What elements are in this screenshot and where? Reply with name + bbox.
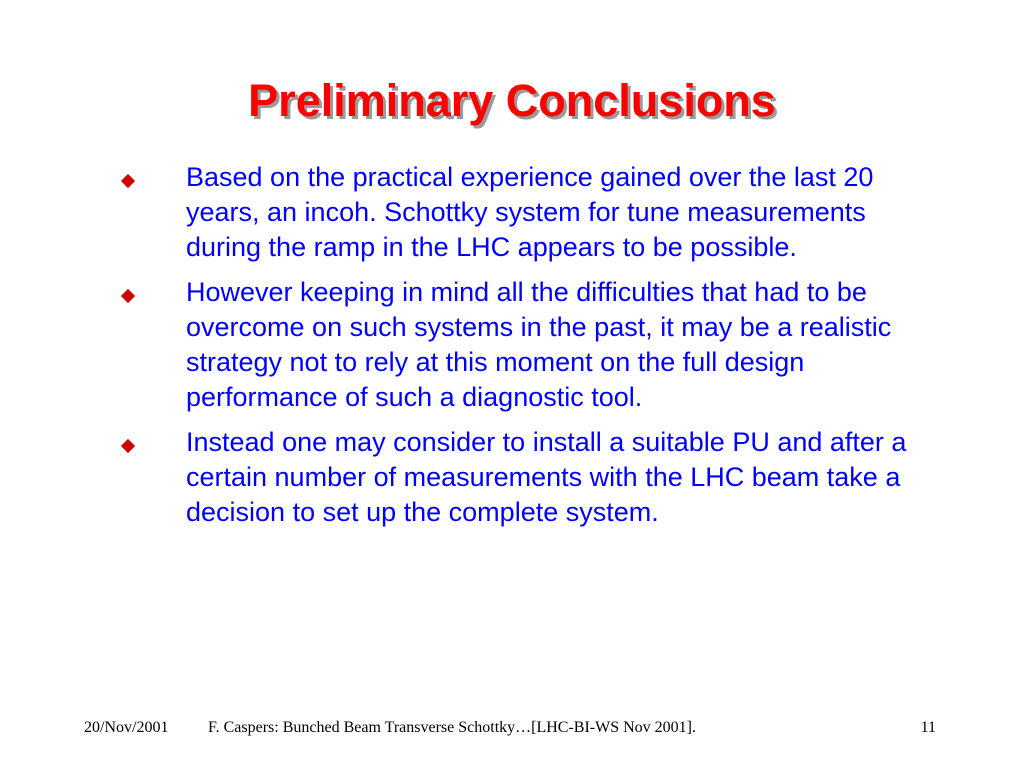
diamond-bullet-icon (121, 439, 135, 453)
bullet-item (118, 425, 948, 530)
page-number: 11 (920, 719, 936, 736)
diamond-bullet-icon (121, 289, 135, 303)
slide-title: Preliminary Conclusions (248, 75, 776, 126)
diamond-bullet-icon (121, 174, 135, 188)
bullet-item (118, 160, 948, 265)
bullet-list (118, 160, 948, 540)
bullet-text: Based on the practical experience gained over the last 20 years, an incoh. Schottky system for tune measurements during the ramp in the LHC appears to be possible. (186, 162, 874, 262)
slide-footer (0, 716, 1024, 740)
bullet-text: Instead one may consider to install a suitable PU and after a certain number of measurements with the LHC beam take a decision to set up the complete system. (186, 427, 907, 527)
bullet-text: However keeping in mind all the difficulties that had to be overcome on such systems in the past, it may be a realistic strategy not to rely at this moment on the full design performance of such a diagnostic tool. (186, 277, 892, 412)
bullet-item (118, 275, 948, 415)
footer-date: 20/Nov/2001 (84, 719, 169, 736)
footer-text: F. Caspers: Bunched Beam Transverse Schottky…[LHC-BI-WS Nov 2001]. (208, 719, 697, 736)
